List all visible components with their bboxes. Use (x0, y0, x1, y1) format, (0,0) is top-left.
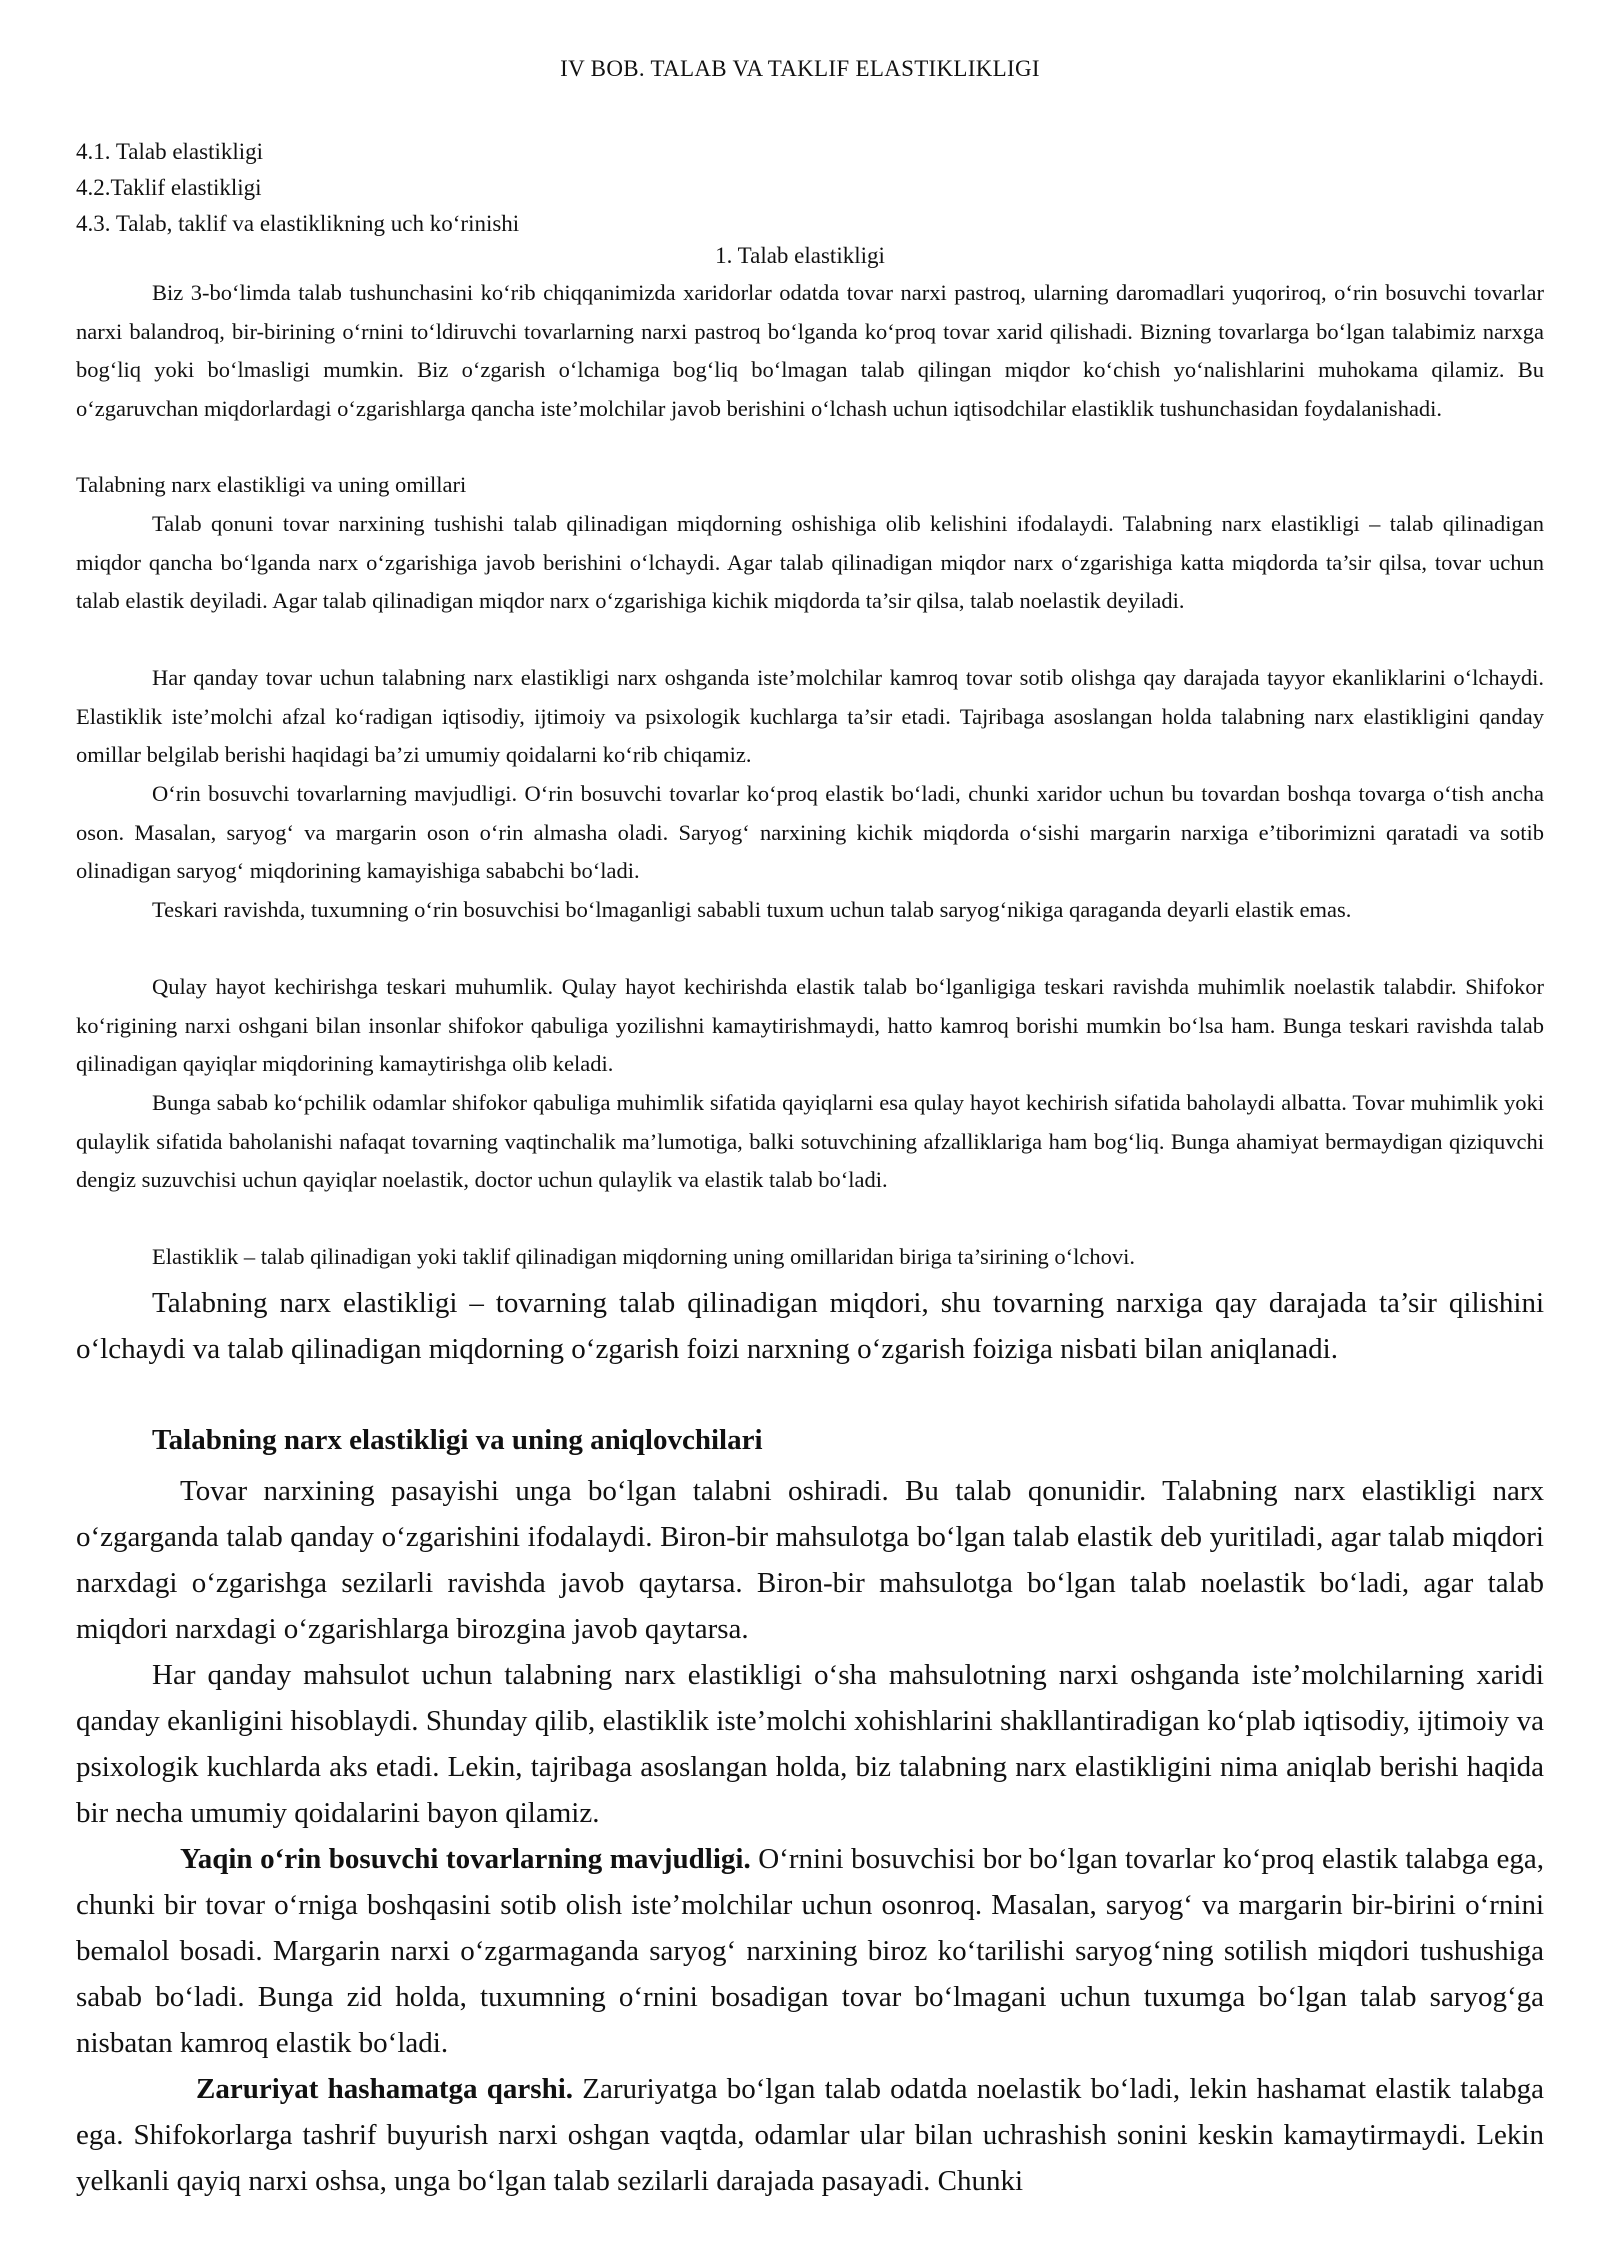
bold-lead: Yaqin o‘rin bosuvchi tovarlarning mavjudligi. (180, 1843, 751, 1875)
toc-item: 4.3. Talab, taklif va elastiklikning uch ko‘rinishi (76, 211, 520, 236)
paragraph: Talabning narx elastikligi – tovarning talab qilinadigan miqdori, shu tovarning narxiga qay darajada ta’sir qilishini o‘lchaydi va talab qilinadigan miqdorning o‘zgarish foizi narxning o‘zgarish foiziga nisbati bilan aniqlanadi. (76, 1287, 1544, 1365)
paragraph: Har qanday mahsulot uchun talabning narx elastikligi o‘sha mahsulotning narxi oshganda iste’molchilarning xaridi qanday ekanligini hisoblaydi. Shunday qilib, elastiklik iste’molchi xohishlarini shakllantiradigan ko‘plab iqtisodiy, ijtimoiy va psixologik kuchlarda aks etadi. Lekin, tajribaga asoslangan holda, biz talabning narx elastikligini nima aniqlab berishi haqida bir necha umumiy qoidalarini bayon qilamiz. (76, 1659, 1544, 1829)
paragraph (76, 1836, 1544, 2066)
paragraph-text: O‘rnini bosuvchisi bor bo‘lgan tovarlar ko‘proq elastik talabga ega, chunki bir tovar o‘rniga boshqasini sotib olish iste’molchilar uchun osonroq. Masalan, saryog‘ va margarin bir-birini o‘rnini bemalol bosadi. Margarin narxi o‘zgarmaganda saryog‘ narxining biroz ko‘tarilishi saryog‘ning sotilish miqdori tushushiga sabab bo‘ladi. Bunga zid holda, tuxumning o‘rnini bosadigan tovar bo‘lmagani uchun tuxumga bo‘lgan talab saryog‘ga nisbatan kamroq elastik bo‘ladi. (76, 1843, 1544, 2059)
paragraph (76, 2066, 1544, 2204)
paragraph: Tovar narxining pasayishi unga bo‘lgan talabni oshiradi. Bu talab qonunidir. Talabning narx elastikligi narx o‘zgarganda talab qanday o‘zgarishini ifodalaydi. Biron-bir mahsulotga bo‘lgan talab elastik deb yuritiladi, agar talab miqdori narxdagi o‘zgarishga sezilarli ravishda javob qaytarsa. Biron-bir mahsulotga bo‘lgan talab noelastik bo‘ladi, agar talab miqdori narxdagi o‘zgarishlarga birozgina javob qaytarsa. (76, 1475, 1544, 1645)
bold-lead: Zaruriyat hashamatga qarshi. (196, 2073, 573, 2105)
section-heading: Talabning narx elastikligi va uning aniqlovchilari (152, 1424, 763, 1456)
paragraph: Har qanday tovar uchun talabning narx elastikligi narx oshganda iste’molchilar kamroq tovar sotib olishga qay darajada tayyor ekanliklarini o‘lchaydi. Elastiklik iste’molchi afzal ko‘radigan iqtisodiy, ijtimoiy va psixologik kuchlarga ta’sir etadi. Tajribaga asoslangan holda talabning narx elastikligini qanday omillar belgilab berishi haqidagi ba’zi umumiy qoidalarni ko‘rib chiqamiz. (76, 665, 1544, 767)
paragraph: Talab qonuni tovar narxining tushishi talab qilinadigan miqdorning oshishiga olib kelishini ifodalaydi. Talabning narx elastikligi – talab qilinadigan miqdor qancha bo‘lganda narx o‘zgarishiga javob berishini o‘lchaydi. Agar talab qilinadigan miqdor narx o‘zgarishiga katta miqdorda ta’sir qilsa, tovar uchun talab elastik deyiladi. Agar talab qilinadigan miqdor narx o‘zgarishiga kichik miqdorda ta’sir qilsa, talab noelastik deyiladi. (76, 511, 1544, 613)
subsection-title: Talabning narx elastikligi va uning omillari (76, 472, 467, 497)
paragraph-text: Zaruriyatga bo‘lgan talab odatda noelastik bo‘ladi, lekin hashamat elastik talabga ega. Shifokorlarga tashrif buyurish narxi oshgan vaqtda, odamlar ular bilan uchrashish sonini keskin kamaytirmaydi. Lekin yelkanli qayiq narxi oshsa, unga bo‘lgan talab sezilarli darajada pasayadi. Chunki (76, 2073, 1544, 2197)
section-title: 1. Talab elastikligi (715, 243, 885, 268)
toc-item: 4.1. Talab elastikligi (76, 139, 264, 164)
paragraph: Bunga sabab ko‘pchilik odamlar shifokor qabuliga muhimlik sifatida qayiqlarni esa qulay hayot kechirish sifatida baholaydi albatta. Tovar muhimlik yoki qulaylik sifatida baholanishi nafaqat tovarning vaqtinchalik ma’lumotiga, balki sotuvchining afzalliklariga ham bog‘liq. Bunga ahamiyat bermaydigan qiziquvchi dengiz suzuvchisi uchun qayiqlar noelastik, doctor uchun qulaylik va elastik talab bo‘ladi. (76, 1090, 1544, 1192)
chapter-title: IV BOB. TALAB VA TAKLIF ELASTIKLIKLIGI (560, 56, 1040, 81)
paragraph: Teskari ravishda, tuxumning o‘rin bosuvchisi bo‘lmaganligi sababli tuxum uchun talab saryog‘nikiga qaraganda deyarli elastik emas. (152, 897, 1352, 922)
paragraph: Biz 3-bo‘limda talab tushunchasini ko‘rib chiqqanimizda xaridorlar odatda tovar narxi pastroq, ularning daromadlari yuqoriroq, o‘rin bosuvchi tovarlar narxi balandroq, bir-birining o‘rnini to‘ldiruvchi tovarlarning narxi pastroq bo‘lganda ko‘proq tovar xarid qilishadi. Bizning tovarlarga bo‘lgan talabimiz narxga bog‘liq yoki bo‘lmasligi mumkin. Biz o‘zgarish o‘lchamiga bog‘liq bo‘lmagan talab qilingan miqdor ko‘chish yo‘nalishlarini muhokama qilamiz. Bu o‘zgaruvchan miqdorlardagi o‘zgarishlarga qancha iste’molchilar javob berishini o‘lchash uchun iqtisodchilar elastiklik tushunchasidan foydalanishadi. (76, 280, 1544, 421)
paragraph: Elastiklik – talab qilinadigan yoki taklif qilinadigan miqdorning uning omillaridan biriga ta’sirining o‘lchovi. (152, 1244, 1135, 1269)
paragraph: O‘rin bosuvchi tovarlarning mavjudligi. O‘rin bosuvchi tovarlar ko‘proq elastik bo‘ladi, chunki xaridor uchun bu tovardan boshqa tovarga o‘tish ancha oson. Masalan, saryog‘ va margarin oson o‘rin almasha oladi. Saryog‘ narxining kichik miqdorda o‘sishi margarin narxiga e’tiborimizni qaratadi va sotib olinadigan saryog‘ miqdorining kamayishiga sababchi bo‘ladi. (76, 781, 1544, 883)
table-of-contents (76, 134, 519, 242)
toc-item: 4.2.Taklif elastikligi (76, 175, 262, 200)
paragraph: Qulay hayot kechirishga teskari muhumlik. Qulay hayot kechirishda elastik talab bo‘lganligiga teskari ravishda muhimlik noelastik talabdir. Shifokor ko‘rigining narxi oshgani bilan insonlar shifokor qabuliga yozilishni kamaytirishmaydi, hatto kamroq borishi mumkin bo‘lsa ham. Bunga teskari ravishda talab qilinadigan qayiqlar miqdorining kamaytirishga olib keladi. (76, 974, 1544, 1076)
